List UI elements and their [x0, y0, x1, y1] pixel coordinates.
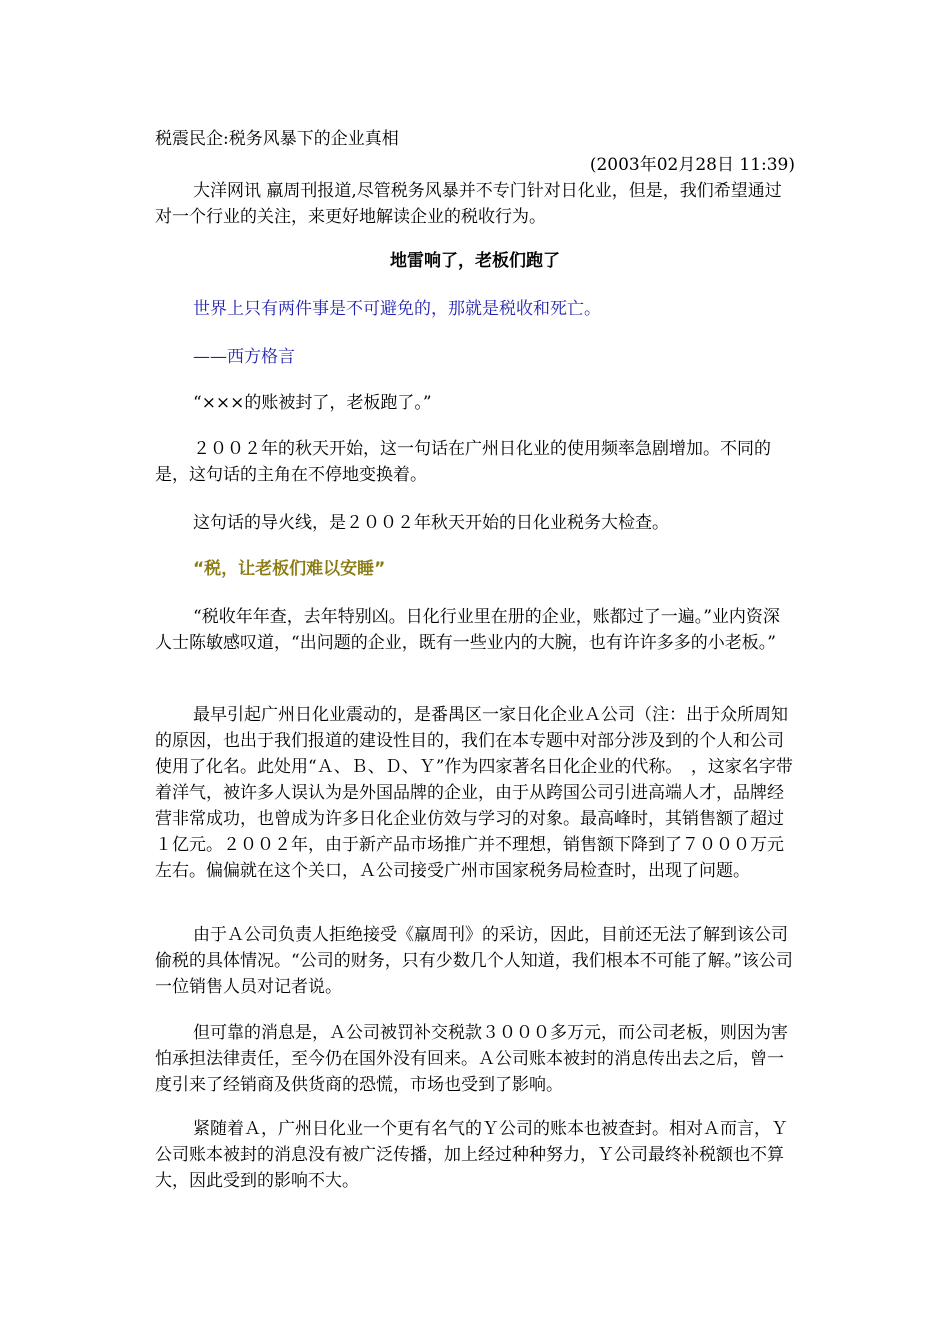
- paragraph-1: “×××的账被封了，老板跑了。”: [193, 393, 432, 413]
- lead-paragraph: 大洋网讯 羸周刊报道,尽管税务风暴并不专门针对日化业，但是，我们希望通过对一个行业的关注，来更好地解读企业的税收行为。: [155, 181, 782, 227]
- section-heading-2: “税，让老板们难以安睡”: [193, 559, 386, 579]
- paragraph-8: 紧随着Ａ，广州日化业一个更有名气的Ｙ公司的账本也被查封。相对Ａ而言，Ｙ公司账本被封的消息没有被广泛传播，加上经过种种努力，Ｙ公司最终补税额也不算大，因此受到的影响不大。: [155, 1119, 788, 1191]
- article-date: (2003年02月28日 11:39): [589, 155, 795, 175]
- paragraph-4: “税收年年查，去年特别凶。日化行业里在册的企业，账都过了一遍。”业内资深人士陈敏感叹道，“出问题的企业，既有一些业内的大腕，也有许许多多的小老板。”: [155, 607, 780, 653]
- paragraph-3: 这句话的导火线，是２００２年秋天开始的日化业税务大检查。: [193, 513, 669, 533]
- epigraph-quote: 世界上只有两件事是不可避免的，那就是税收和死亡。: [193, 299, 601, 319]
- paragraph-5: 最早引起广州日化业震动的，是番禺区一家日化企业Ａ公司（注：出于众所周知的原因，也出于我们报道的建设性目的，我们在本专题中对部分涉及到的个人和公司使用了化名。此处用“Ａ、Ｂ、Ｄ、Ｙ”作为四家著名日化企业的代称。 ，这家名字带着洋气，被许多人误认为是外国品牌的企业，由于从跨国公司引进高端人才，品牌经营非常成功，也曾成为许多日化企业仿效与学习的对象。最高峰时，其销售额了超过１亿元。２００２年，由于新产品市场推广并不理想，销售额下降到了７０００万元左右。偏偏就在这个关口，Ａ公司接受广州市国家税务局检查时，出现了问题。: [155, 705, 793, 881]
- paragraph-2: ２００２年的秋天开始，这一句话在广州日化业的使用频率急剧增加。不同的是，这句话的主角在不停地变换着。: [155, 439, 771, 485]
- paragraph-6: 由于Ａ公司负责人拒绝接受《羸周刊》的采访，因此，目前还无法了解到该公司偷税的具体情况。“公司的财务，只有少数几个人知道，我们根本不可能了解。”该公司一位销售人员对记者说。: [155, 925, 793, 997]
- article-title: 税震民企:税务风暴下的企业真相: [155, 129, 399, 149]
- section-heading-1: 地雷响了，老板们跑了: [390, 251, 560, 271]
- paragraph-7: 但可靠的消息是，Ａ公司被罚补交税款３０００多万元，而公司老板，则因为害怕承担法律责任，至今仍在国外没有回来。Ａ公司账本被封的消息传出去之后，曾一度引来了经销商及供货商的恐慌，市场也受到了影响。: [155, 1023, 788, 1095]
- epigraph-source: ——西方格言: [193, 347, 295, 367]
